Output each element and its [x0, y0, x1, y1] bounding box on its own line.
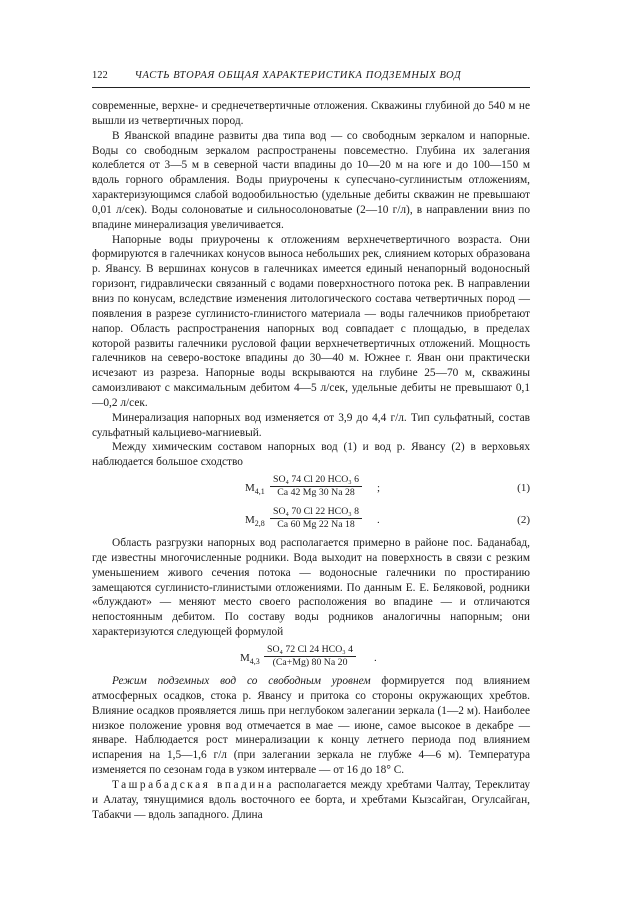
running-header: [92, 70, 530, 88]
paragraph: современные, верхне- и среднечетвертичные отложения. Скважины глубиной до 540 м не вышли из четвертичных пород.: [92, 100, 530, 127]
formula-punct: .: [374, 652, 377, 664]
formula-numerator: SO₄ 74 Cl 20 HCO₃ 6: [270, 474, 362, 487]
spaced-term: Ташрабадская впадина: [112, 778, 274, 791]
formula-lhs: $M_{2,8}$: [245, 514, 265, 529]
body-text: [92, 99, 530, 822]
formula-punct: .: [377, 514, 380, 527]
page-number: 122: [92, 70, 108, 81]
formula-punct: ;: [377, 482, 381, 495]
formula-denominator: Ca 60 Mg 22 Na 18: [277, 519, 355, 531]
formula-lhs: $M_{4,1}$: [245, 482, 265, 497]
formula-denominator: Ca 42 Mg 30 Na 28: [277, 487, 355, 499]
paragraph: Минерализация напорных вод изменяется от 3,9 до 4,4 г/л. Тип сульфатный, состав сульфатный кальциево-магниевый.: [92, 411, 530, 439]
equation-number: (1): [517, 482, 530, 495]
formula-fraction: [270, 506, 362, 531]
paragraph: Между химическим составом напорных вод (1) и вод р. Явансу (2) в верховьях наблюдается большое сходство: [92, 441, 530, 469]
formula-lhs: $M_{4,3}$: [240, 652, 260, 667]
formula-denominator: (Ca+Mg) 80 Na 20: [272, 657, 348, 668]
formula-numerator: SO₄ 72 Cl 24 HCO₃ 4: [264, 644, 356, 657]
paragraph: Напорные воды приурочены к отложениям верхнечетвертичного возраста. Они формируются в галечниках конусов выноса небольших рек, слиянием которых образована р. Явансу. В вершинах конусов в галечниках имеется единый ненапорный водоносный горизонт, гидравлически связанный с водами поверхностного потока рек. В направлении вниз по конусам, вследствие изменения литологического состава четвертичных пород — появления в разрезе суглинисто-глинистого материала — воды галечников приобретают напор. Область распространения напорных вод совпадает с площадью, в пределах которой развиты галечники русловой фации верхнечетвертичных отложений. Мощность галечников на северо-востоке впадины до 30—40 м. Южнее г. Яван они практически исчезают из разреза. Напорные воды вскрываются на глубине 25—70 м, скважины самоизливают с максимальным дебитом 4—5 л/сек, удельные дебиты не превышают 0,1—0,2 л/сек.: [92, 233, 530, 409]
formula-3: [92, 644, 530, 672]
formula-fraction: [264, 644, 356, 669]
paragraph: Область разгрузки напорных вод располагается примерно в районе пос. Баданабад, где известны многочисленные родники. Вода выходит на поверхность в связи с резким уменьшением живого сечения потока — водоносные галечники по простиранию замещаются суглинисто-глинистыми отложениями. По данным Е. Е. Беляковой, родники «блуждают» — меняют место своего расположения во впадине — и отличаются непостоянным дебитом. По составу воды родников аналогичны напорным; они характеризуются следующей формулой: [92, 537, 530, 639]
running-title: ЧАСТЬ ВТОРАЯ ОБЩАЯ ХАРАКТЕРИСТИКА ПОДЗЕМНЫХ ВОД: [134, 70, 462, 81]
paragraph: Режим подземных вод со свободным уровнем формируется под влиянием атмосферных осадков, стока р. Явансу и притока со стороны окружающих хребтов. Влияние осадков проявляется лишь при неглубоком залегании зеркала (1—2 м). Наиболее низкое положение уровня вод отмечается в мае — июне, самое высокое в декабре — январе. Наблюдается рост минерализации к концу летнего периода под влиянием испарения на 1,5—1,6 г/л (при залегании зеркала не глубже 4—6 м). Температура изменяется по сезонам года в узком интервале — от 16 до 18° С.: [92, 675, 531, 777]
formula-fraction: [270, 474, 362, 499]
paragraph: В Яванской впадине развиты два типа вод — со свободным зеркалом и напорные. Воды со свободным зеркалом распространены повсеместно. Глубина их залегания колеблется от 3—5 м в северной части впадины до 10—20 м на юге и до 100—150 м вдоль горного обрамления. Воды приурочены к супесчано-суглинистым отложениям, характеризующимся слабой водообильностью (удельные дебиты скважин не превышают 0,01 л/сек). Воды солоноватые и сильносолоноватые (2—10 г/л), в направлении вниз по впадине минерализация увеличивается.: [92, 129, 530, 231]
formula-numerator: SO₄ 70 Cl 22 HCO₃ 8: [270, 506, 362, 519]
italic-term: Режим подземных вод со свободным уровнем: [112, 675, 371, 687]
formula-2: [92, 506, 530, 534]
paragraph: Ташрабадская впадина располагается между хребтами Чалтау, Тереклитау и Алатау, тянущимися вдоль восточного ее борта, и хребтами Кызсайган, Огулсайган, Табакчи — вдоль западного. Длина: [92, 778, 531, 821]
equation-number: (2): [517, 514, 530, 527]
formula-1: [92, 474, 530, 502]
